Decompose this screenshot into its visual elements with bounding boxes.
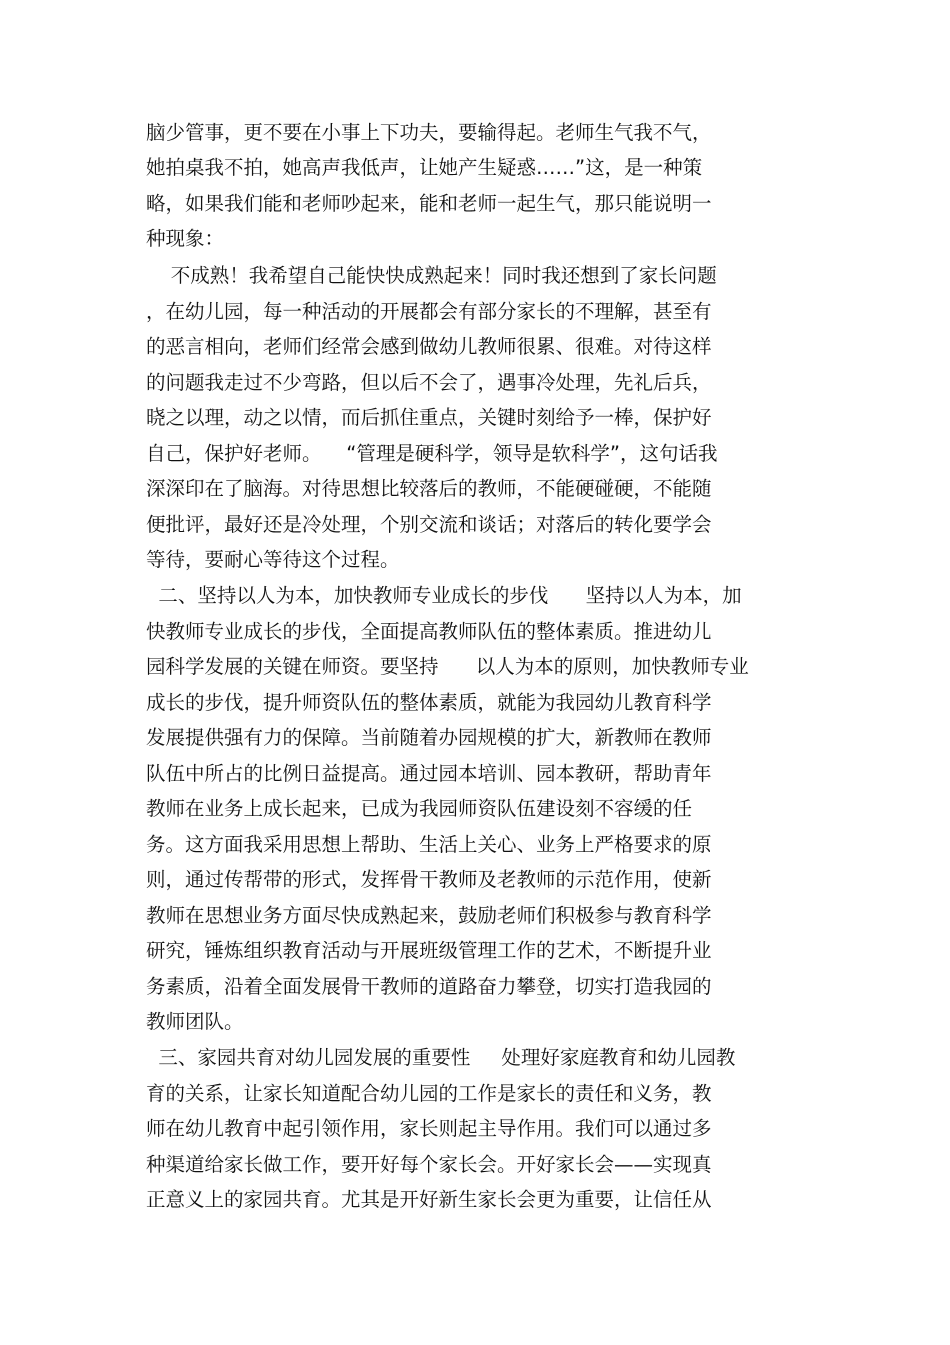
text-line: 队伍中所占的比例日益提高。通过园本培训、园本教研，帮助青年 [146,762,712,785]
text-line: 研究，锤炼组织教育活动与开展班级管理工作的艺术，不断提升业 [146,939,712,962]
text-line: 她拍桌我不拍，她高声我低声，让她产生疑惑……”这，是一种策 [146,156,703,179]
text-line: 脑少管事，更不要在小事上下功夫，要输得起。老师生气我不气， [146,121,712,144]
text-line: 教师在业务上成长起来，已成为我园师资队伍建设刻不容缓的任 [146,797,693,820]
text-line: 教师团队。 [146,1010,244,1033]
text-line: 不成熟！我希望自己能快快成熟起来！同时我还想到了家长问题 [146,264,717,287]
text-line: 师在幼儿教育中起引领作用，家长则起主导作用。我们可以通过多 [146,1117,712,1140]
text-line: 发展提供强有力的保障。当前随着办园规模的扩大，新教师在教师 [146,726,712,749]
text-line: 种渠道给家长做工作，要开好每个家长会。开好家长会——实现真 [146,1153,712,1176]
text-line: 的恶言相向，老师们经常会感到做幼儿教师很累、很难。对待这样 [146,335,712,358]
text-line: 正意义上的家园共育。尤其是开好新生家长会更为重要，让信任从 [146,1188,712,1211]
text-line: 园科学发展的关键在师资。要坚持 以人为本的原则，加快教师专业 [146,655,749,678]
text-line: 自己，保护好老师。 “管理是硬科学，领导是软科学”，这句话我 [146,442,718,465]
text-line: 务。这方面我采用思想上帮助、生活上关心、业务上严格要求的原 [146,833,712,856]
text-line: ，在幼儿园，每一种活动的开展都会有部分家长的不理解，甚至有 [146,300,712,323]
text-line: 育的关系，让家长知道配合幼儿园的工作是家长的责任和义务，教 [146,1082,712,1105]
text-line: 快教师专业成长的步伐，全面提高教师队伍的整体素质。推进幼儿 [146,620,712,643]
text-line: 务素质，沿着全面发展骨干教师的道路奋力攀登，切实打造我园的 [146,975,712,998]
text-line: 种现象： [146,227,225,250]
text-line: 深深印在了脑海。对待思想比较落后的教师，不能硬碰硬，不能随 [146,477,712,500]
text-line: 教师在思想业务方面尽快成熟起来，鼓励老师们积极参与教育科学 [146,904,712,927]
text-line: 成长的步伐，提升师资队伍的整体素质，就能为我园幼儿教育科学 [146,691,712,714]
section-heading-line: 二、坚持以人为本，加快教师专业成长的步伐 坚持以人为本，加 [146,584,742,607]
text-line: 的问题我走过不少弯路，但以后不会了，遇事冷处理，先礼后兵， [146,371,712,394]
text-line: 便批评，最好还是冷处理，个别交流和谈话；对落后的转化要学会 [146,513,712,536]
section-heading-line: 三、家园共育对幼儿园发展的重要性 处理好家庭教育和幼儿园教 [146,1046,736,1069]
text-line: 晓之以理，动之以情，而后抓住重点，关键时刻给予一棒，保护好 [146,406,712,429]
text-line: 略，如果我们能和老师吵起来，能和老师一起生气，那只能说明一 [146,192,712,215]
text-line: 等待，要耐心等待这个过程。 [146,548,400,571]
text-line: 则，通过传帮带的形式，发挥骨干教师及老教师的示范作用，使新 [146,868,712,891]
